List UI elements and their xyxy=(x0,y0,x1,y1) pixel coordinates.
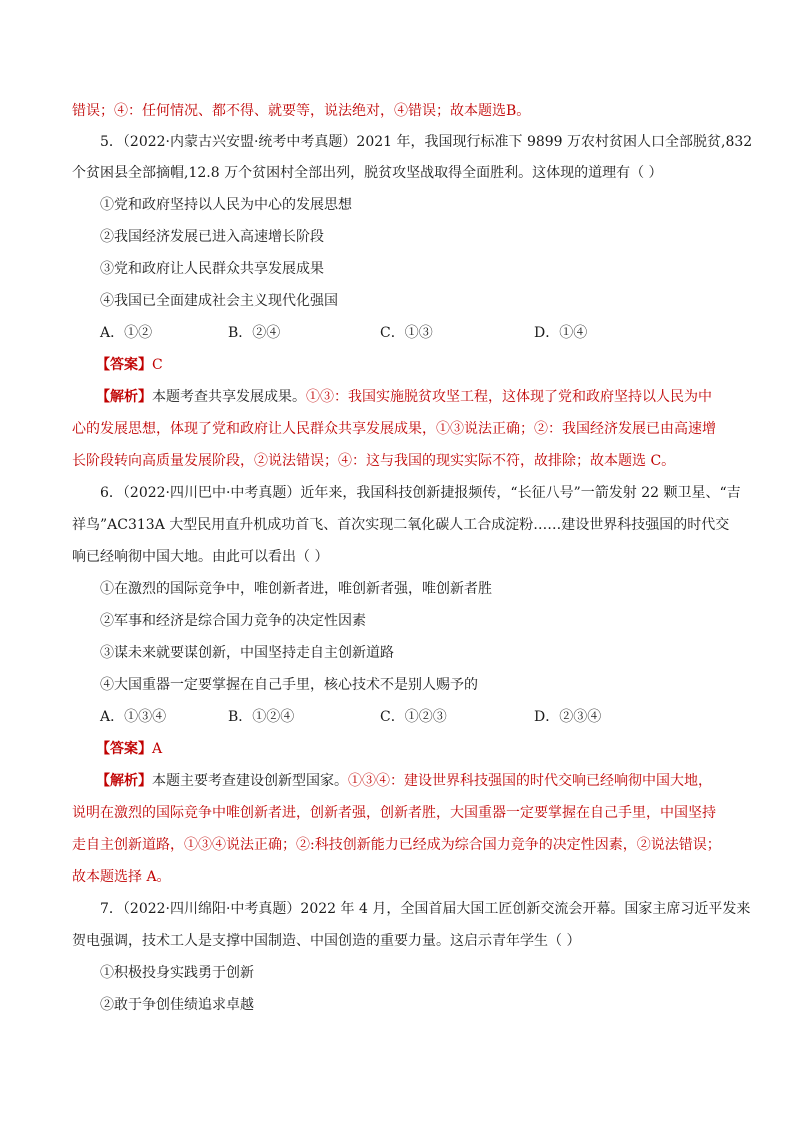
q6-item-3: ③谋未来就要谋创新，中国坚持走自主创新道路 xyxy=(100,645,394,661)
q5-option-a: A．①② xyxy=(100,325,153,341)
intro-text: 错误；④：任何情况、都不得、就要等，说法绝对，④错误；故本题选 xyxy=(72,103,506,119)
q5-analysis-line1 xyxy=(96,387,712,407)
q6-item-1: ①在激烈的国际竞争中，唯创新者进，唯创新者强，唯创新者胜 xyxy=(100,581,492,597)
q6-item-2: ②军事和经济是综合国力竞争的决定性因素 xyxy=(100,613,366,629)
q6-analysis-line1 xyxy=(96,771,712,791)
q5-analysis-text1: ①③：我国实施脱贫攻坚工程，这体现了党和政府坚持以人民为中 xyxy=(306,389,712,405)
q7-stem-line1: 7．（2022·四川绵阳·中考真题）2022 年 4 月，全国首届大国工匠创新交流会开幕。国家主席习近平发来 xyxy=(100,901,751,917)
q7-stem-line2: 贺电强调，技术工人是支撑中国制造、中国创造的重要力量。这启示青年学生（ ） xyxy=(72,933,581,949)
q5-analysis-line3: 长阶段转向高质量发展阶段，②说法错误；④：这与我国的现实实际不符，故排除；故本题选 C。 xyxy=(72,453,676,469)
q6-stem-line2: 祥鸟”AC313A 大型民用直升机成功首飞、首次实现二氧化碳人工合成淀粉……建设世界科技强国的时代交 xyxy=(72,517,730,533)
intro-answer-letter: B xyxy=(506,103,517,119)
intro-line xyxy=(72,101,530,121)
q6-analysis-line4: 故本题选择 A。 xyxy=(72,869,171,885)
q6-option-c: C．①②③ xyxy=(380,709,447,725)
q6-answer-tag: 【答案】 xyxy=(96,741,152,757)
q5-analysis-summary: 本题考查共享发展成果。 xyxy=(152,389,306,405)
q6-answer-value: A xyxy=(152,741,163,757)
q5-option-c: C．①③ xyxy=(380,325,433,341)
intro-suffix: 。 xyxy=(516,103,531,119)
q5-answer-tag: 【答案】 xyxy=(96,357,152,373)
q5-item-4: ④我国已全面建成社会主义现代化强国 xyxy=(100,293,338,309)
q5-option-b: B．②④ xyxy=(228,325,281,341)
q5-answer xyxy=(96,355,163,375)
q6-option-a: A．①③④ xyxy=(100,709,167,725)
q5-stem-line1: 5．（2022·内蒙古兴安盟·统考中考真题）2021 年，我国现行标准下 9899 万农村贫困人口全部脱贫,832 xyxy=(100,134,753,150)
q5-item-3: ③党和政府让人民群众共享发展成果 xyxy=(100,261,324,277)
q6-stem-line1: 6．（2022·四川巴中·中考真题）近年来，我国科技创新捷报频传，“长征八号”一箭发射 22 颗卫星、“吉 xyxy=(100,485,741,501)
q6-item-4: ④大国重器一定要掌握在自己手里，核心技术不是别人赐予的 xyxy=(100,677,478,693)
q7-item-2: ②敢于争创佳绩追求卓越 xyxy=(100,997,254,1013)
q5-item-1: ①党和政府坚持以人民为中心的发展思想 xyxy=(100,197,352,213)
q5-item-2: ②我国经济发展已进入高速增长阶段 xyxy=(100,229,324,245)
q6-analysis-tag: 【解析】 xyxy=(96,773,152,789)
q6-analysis-summary: 本题主要考查建设创新型国家。 xyxy=(152,773,348,789)
q6-analysis-text1: ①③④：建设世界科技强国的时代交响已经响彻中国大地， xyxy=(348,773,712,789)
q6-option-d: D．②③④ xyxy=(534,709,602,725)
q6-analysis-line3: 走自主创新道路，①③④说法正确；②:科技创新能力已经成为综合国力竞争的决定性因素，②说法错误； xyxy=(72,837,721,853)
q6-analysis-line2: 说明在激烈的国际竞争中唯创新者进，创新者强，创新者胜，大国重器一定要掌握在自己手里，中国坚持 xyxy=(72,805,716,821)
q5-analysis-line2: 心的发展思想，体现了党和政府让人民群众共享发展成果，①③说法正确；②：我国经济发展已由高速增 xyxy=(72,421,716,437)
q5-stem-line2: 个贫困县全部摘帽,12.8 万个贫困村全部出列，脱贫攻坚战取得全面胜利。这体现的道理有（ ） xyxy=(72,165,663,181)
q5-analysis-tag: 【解析】 xyxy=(96,389,152,405)
q6-answer xyxy=(96,739,162,759)
q5-option-d: D．①④ xyxy=(534,325,588,341)
q6-stem-line3: 响已经响彻中国大地。由此可以看出（ ） xyxy=(72,549,329,565)
q5-answer-value: C xyxy=(152,357,163,373)
q7-item-1: ①积极投身实践勇于创新 xyxy=(100,965,254,981)
q6-option-b: B．①②④ xyxy=(228,709,295,725)
